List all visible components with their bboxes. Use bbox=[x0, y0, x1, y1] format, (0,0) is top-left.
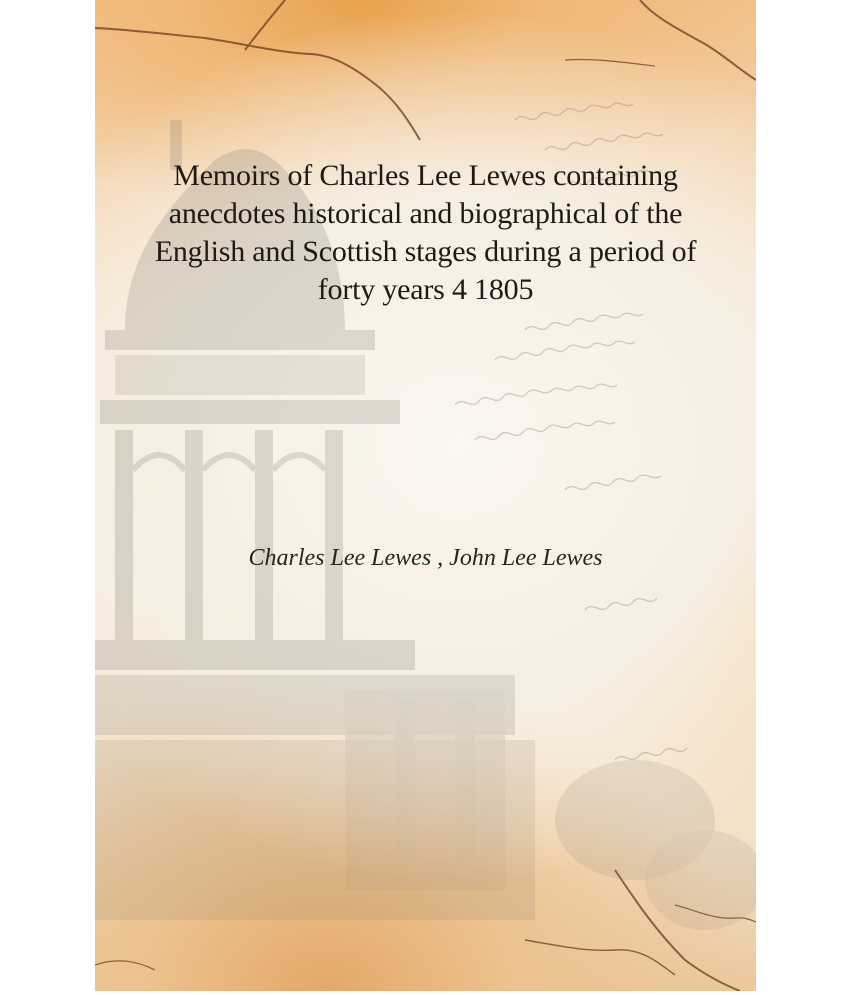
book-authors: Charles Lee Lewes , John Lee Lewes bbox=[248, 545, 603, 571]
cover-illustration bbox=[95, 0, 756, 991]
book-cover bbox=[95, 0, 756, 991]
book-title: Memoirs of Charles Lee Lewes containing anecdotes historical and biographical of the English and Scottish stages during a period of forty years 4 1805 bbox=[154, 159, 697, 306]
